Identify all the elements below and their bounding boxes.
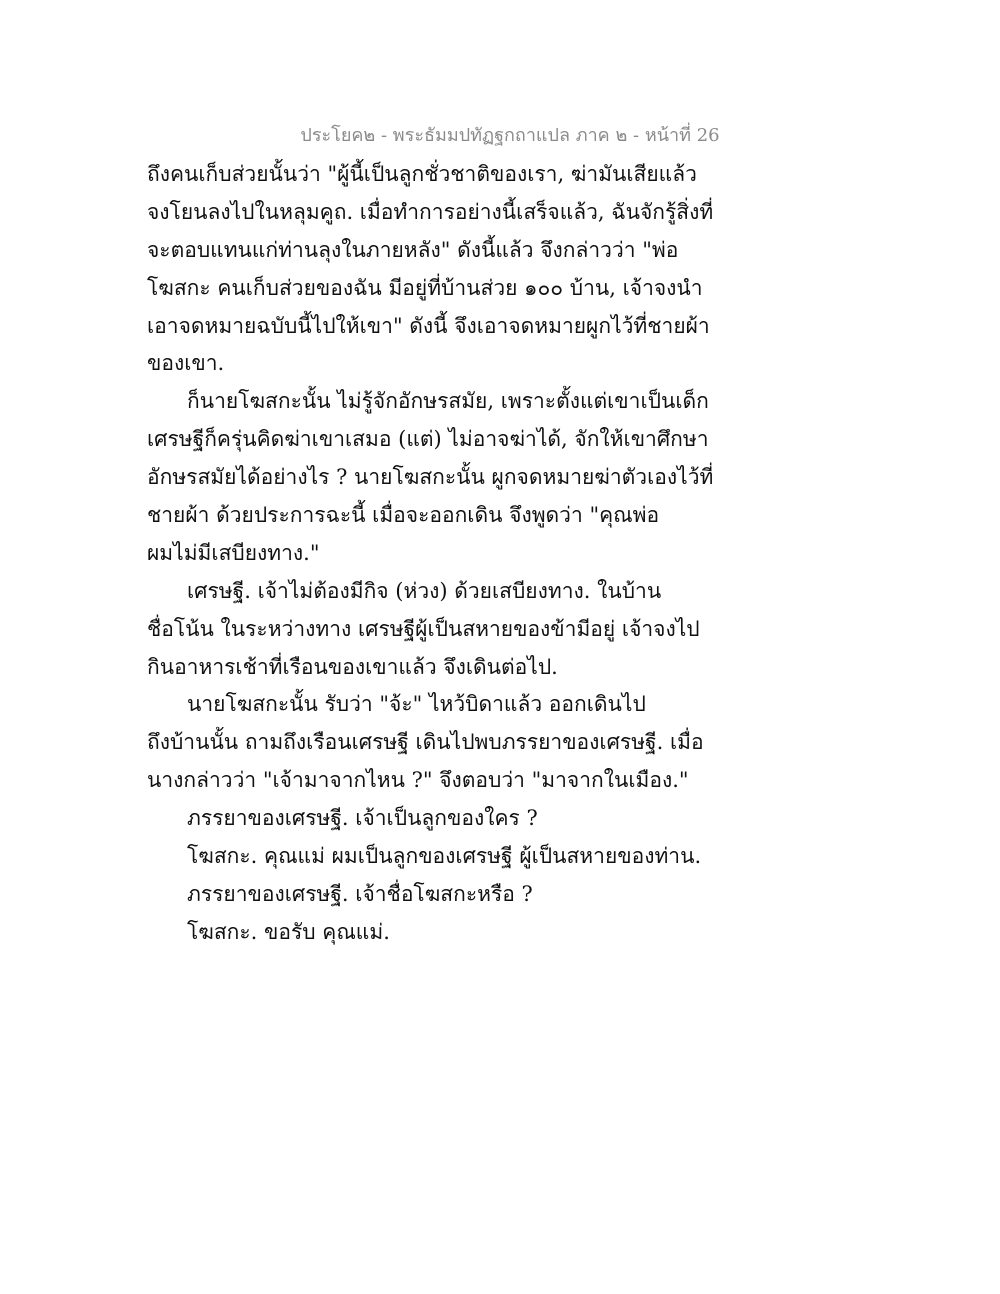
text-line: ภรรยาของเศรษฐี. เจ้าชื่อโฆสกะหรือ ? <box>187 881 533 906</box>
text-line: ถึงบ้านนั้น ถามถึงเรือนเศรษฐี เดินไปพบภรรยาของเศรษฐี. เมื่อ <box>147 730 704 755</box>
text-line: โฆสกะ. คุณแม่ ผมเป็นลูกของเศรษฐี ผู้เป็นสหายของท่าน. <box>187 844 702 869</box>
text-line: เศรษฐีก็ครุ่นคิดฆ่าเขาเสมอ (แต่) ไม่อาจฆ่าได้, จักให้เขาศึกษา <box>147 427 709 452</box>
text-line: ชายผ้า ด้วยประการฉะนี้ เมื่อจะออกเดิน จึงพูดว่า "คุณพ่อ <box>147 503 660 528</box>
text-line: นางกล่าวว่า "เจ้ามาจากไหน ?" จึงตอบว่า "มาจากในเมือง." <box>147 768 689 793</box>
text-line: จะตอบแทนแก่ท่านลุงในภายหลัง" ดังนี้แล้ว จึงกล่าวว่า "พ่อ <box>147 237 679 262</box>
text-line: ชื่อโน้น ในระหว่างทาง เศรษฐีผู้เป็นสหายของข้ามีอยู่ เจ้าจงไป <box>147 616 700 641</box>
text-line: กินอาหารเช้าที่เรือนของเขาแล้ว จึงเดินต่อไป. <box>147 654 558 679</box>
running-header: ประโยค๒ - พระธัมมปทัฏฐกถาแปล ภาค ๒ - หน้าที่ 26 <box>300 125 720 146</box>
text-line: เอาจดหมายฉบับนี้ไปให้เขา" ดังนี้ จึงเอาจดหมายผูกไว้ที่ชายผ้า <box>147 313 710 338</box>
text-line: ผมไม่มีเสบียงทาง." <box>147 540 320 565</box>
body-text <box>147 156 867 952</box>
text-line: อักษรสมัยได้อย่างไร ? นายโฆสกะนั้น ผูกจดหมายฆ่าตัวเองไว้ที่ <box>147 465 714 490</box>
text-line: โฆสกะ. ขอรับ คุณแม่. <box>187 919 390 944</box>
text-line: นายโฆสกะนั้น รับว่า "จ้ะ" ไหว้บิดาแล้ว ออกเดินไป <box>187 692 646 717</box>
text-line: เศรษฐี. เจ้าไม่ต้องมีกิจ (ห่วง) ด้วยเสบียงทาง. ในบ้าน <box>187 578 662 603</box>
text-line: ก็นายโฆสกะนั้น ไม่รู้จักอักษรสมัย, เพราะตั้งแต่เขาเป็นเด็ก <box>187 389 709 414</box>
text-line: ถึงคนเก็บส่วยนั้นว่า "ผู้นี้เป็นลูกชั่วชาติของเรา, ฆ่ามันเสียแล้ว <box>147 162 697 186</box>
text-line: ภรรยาของเศรษฐี. เจ้าเป็นลูกของใคร ? <box>187 806 538 831</box>
text-line: จงโยนลงไปในหลุมคูถ. เมื่อทำการอย่างนี้เสร็จแล้ว, ฉันจักรู้สิ่งที่ <box>147 199 714 224</box>
text-line: ของเขา. <box>147 351 225 376</box>
text-line: โฆสกะ คนเก็บส่วยของฉัน มีอยู่ที่บ้านส่วย ๑๐๐ บ้าน, เจ้าจงนำ <box>147 275 703 300</box>
